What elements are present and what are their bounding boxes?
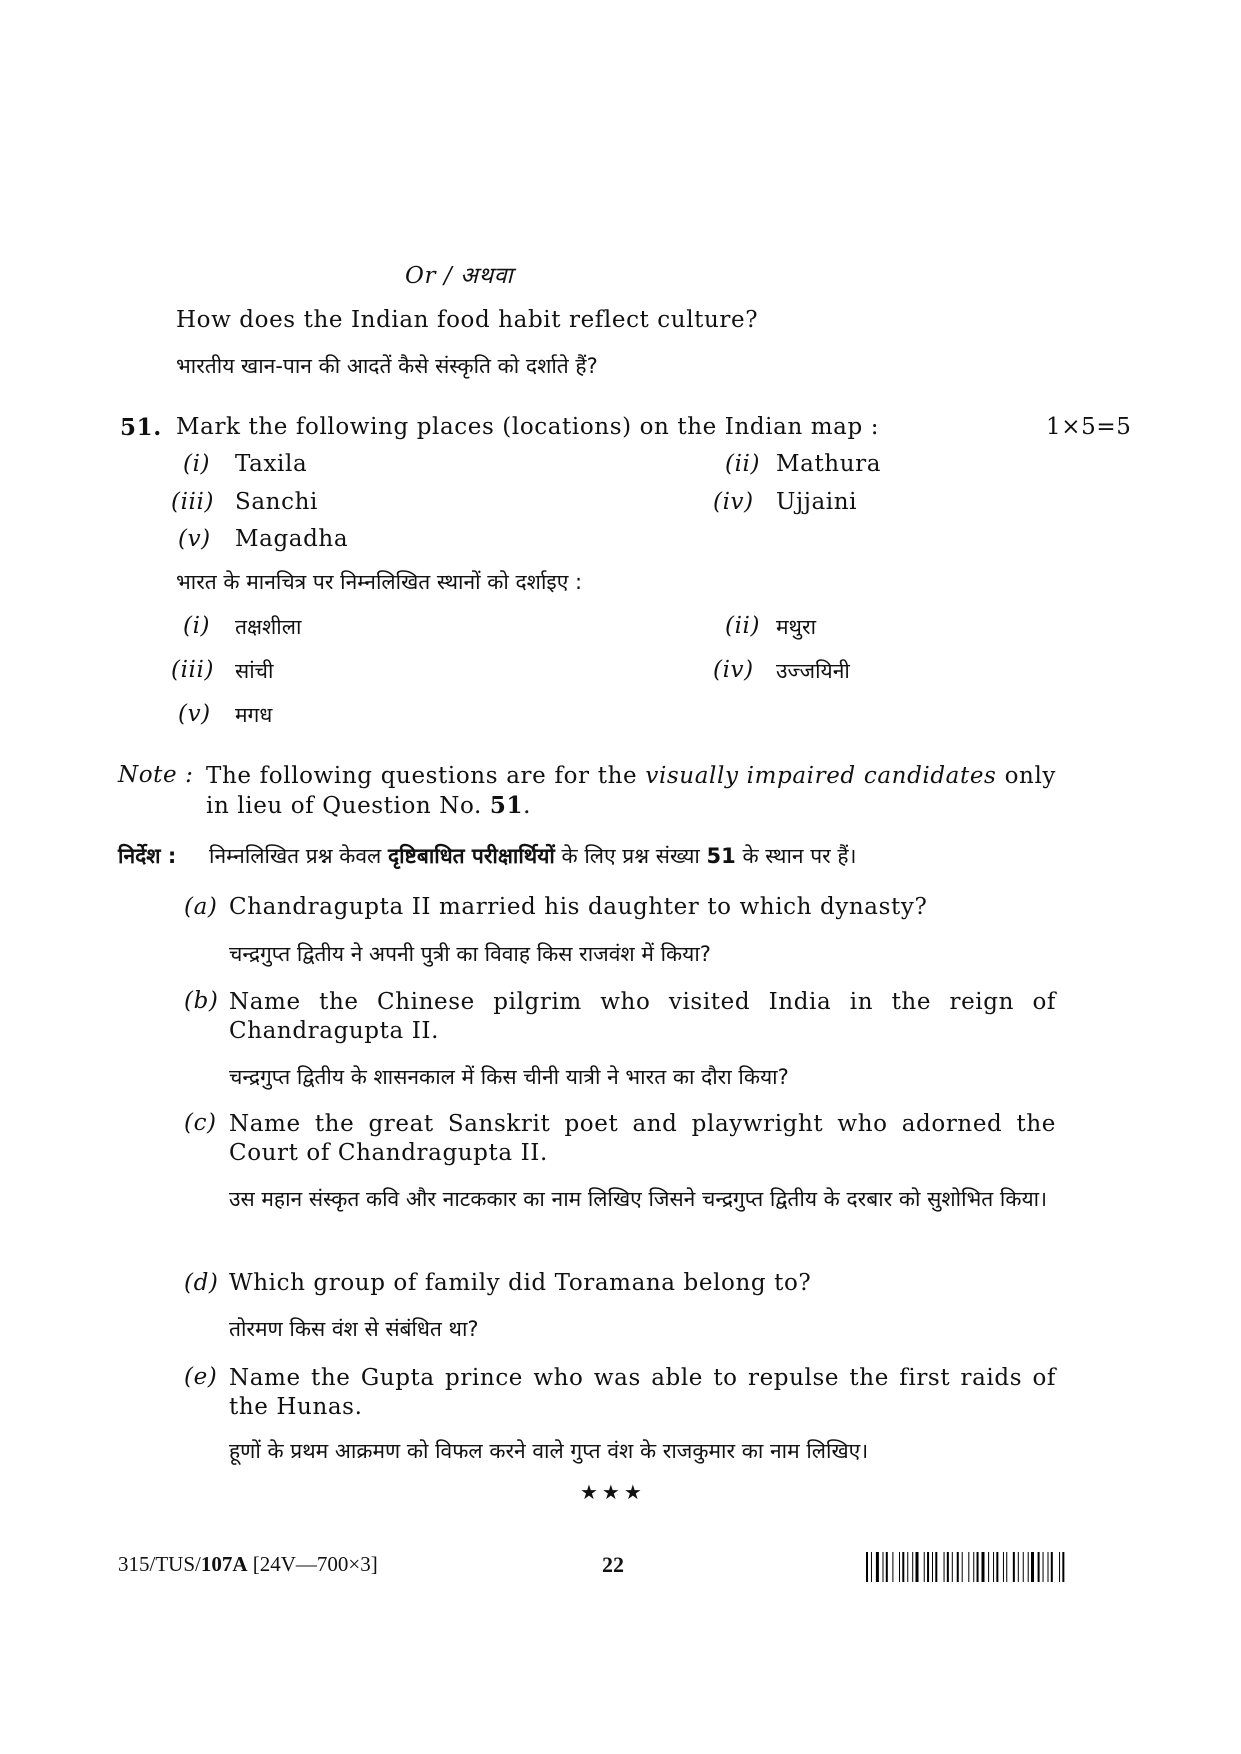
sub-question-hi: चन्द्रगुप्त द्वितीय के शासनकाल में किस चीनी यात्री ने भारत का दौरा किया? bbox=[229, 1065, 789, 1089]
place-num: (iv) bbox=[713, 657, 754, 683]
place-num: (v) bbox=[178, 526, 211, 552]
end-stars: ★★★ bbox=[580, 1480, 646, 1504]
place-num: (iii) bbox=[171, 657, 215, 683]
place-num: (iv) bbox=[713, 489, 754, 515]
alt-question-en: How does the Indian food habit reflect culture? bbox=[176, 307, 759, 333]
place-name: Taxila bbox=[235, 451, 308, 477]
sub-question-label: (b) bbox=[184, 988, 219, 1014]
nirdesh-text: निम्नलिखित प्रश्न केवल दृष्टिबाधित परीक्षार्थियों के लिए प्रश्न संख्या 51 के स्थान पर हैं। bbox=[209, 844, 857, 868]
place-num: (i) bbox=[183, 613, 211, 639]
question-51-text: Mark the following places (locations) on the Indian map : bbox=[176, 414, 880, 440]
question-marks: 1×5=5 bbox=[1046, 414, 1132, 440]
alt-question-hi: भारतीय खान-पान की आदतें कैसे संस्कृति को दर्शाते हैं? bbox=[176, 354, 598, 378]
sub-question-hi: चन्द्रगुप्त द्वितीय ने अपनी पुत्री का विवाह किस राजवंश में किया? bbox=[229, 942, 711, 966]
note-label: Note : bbox=[118, 762, 194, 788]
question-51-text-hi: भारत के मानचित्र पर निम्नलिखित स्थानों को दर्शाइए : bbox=[176, 570, 583, 594]
sub-question-hi: तोरमण किस वंश से संबंधित था? bbox=[229, 1317, 479, 1341]
place-name: Mathura bbox=[776, 451, 882, 477]
place-name-hi: मथुरा bbox=[776, 615, 817, 639]
question-number: 51. bbox=[120, 414, 162, 441]
place-name: Sanchi bbox=[235, 489, 318, 515]
place-num: (ii) bbox=[725, 451, 761, 477]
sub-question-en: Name the Chinese pilgrim who visited India in the reign of Chandragupta II. bbox=[229, 989, 1056, 1044]
sub-question-en: Name the Gupta prince who was able to repulse the first raids of the Hunas. bbox=[229, 1365, 1056, 1420]
place-num: (iii) bbox=[171, 489, 215, 515]
barcode-image bbox=[866, 1552, 1130, 1582]
place-name-hi: उज्जयिनी bbox=[776, 659, 850, 683]
sub-question-label: (a) bbox=[184, 894, 218, 920]
page-number: 22 bbox=[602, 1552, 624, 1577]
note-text: The following questions are for the visually impaired candidates only in lieu of Question No. 51. bbox=[206, 763, 1056, 819]
sub-question-en: Name the great Sanskrit poet and playwright who adorned the Court of Chandragupta II. bbox=[229, 1111, 1056, 1166]
sub-question-label: (e) bbox=[184, 1364, 218, 1390]
paper-code: 315/TUS/107A [24V—700×3] bbox=[118, 1552, 378, 1576]
place-num: (v) bbox=[178, 701, 211, 727]
or-heading: Or / अथवा bbox=[405, 263, 514, 289]
sub-question-en: Chandragupta II married his daughter to which dynasty? bbox=[229, 894, 928, 920]
nirdesh-label: निर्देश : bbox=[118, 844, 177, 868]
place-name: Magadha bbox=[235, 526, 349, 552]
place-name-hi: तक्षशीला bbox=[235, 615, 302, 639]
place-name-hi: मगध bbox=[235, 703, 273, 727]
place-name-hi: सांची bbox=[235, 659, 274, 683]
sub-question-hi: उस महान संस्कृत कवि और नाटककार का नाम लिखिए जिसने चन्द्रगुप्त द्वितीय के दरबार को सुशोभित किया। bbox=[229, 1187, 1048, 1211]
sub-question-hi: हूणों के प्रथम आक्रमण को विफल करने वाले गुप्त वंश के राजकुमार का नाम लिखिए। bbox=[229, 1439, 869, 1463]
place-num: (i) bbox=[183, 451, 211, 477]
sub-question-label: (c) bbox=[184, 1110, 217, 1136]
place-name: Ujjaini bbox=[776, 489, 858, 515]
sub-question-en: Which group of family did Toramana belong to? bbox=[229, 1270, 812, 1296]
sub-question-label: (d) bbox=[184, 1270, 219, 1296]
place-num: (ii) bbox=[725, 613, 761, 639]
